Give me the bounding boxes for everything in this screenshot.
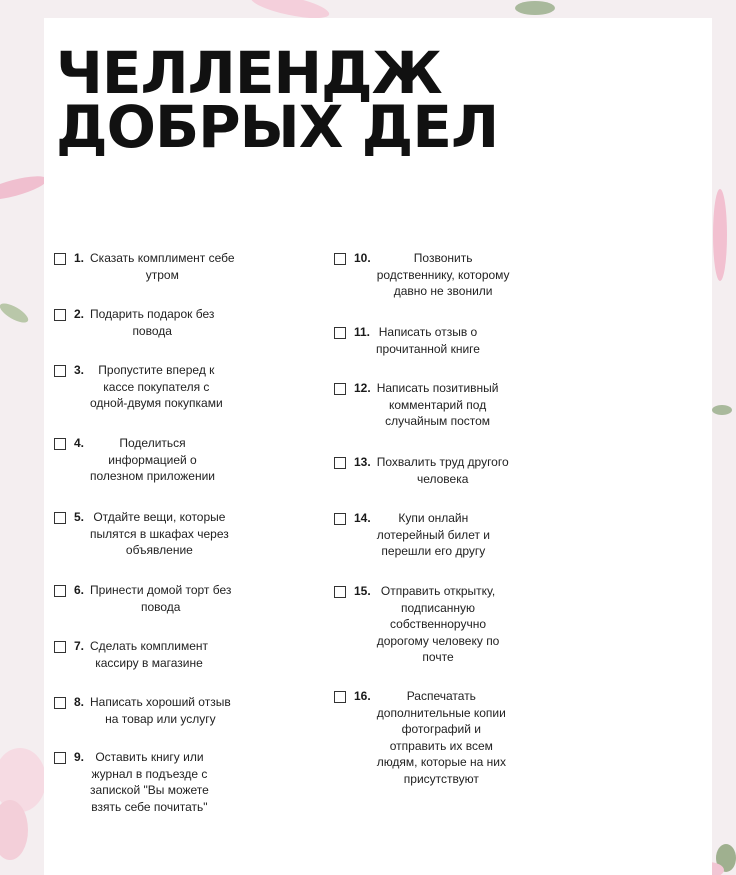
item-number: 15. [354, 584, 371, 598]
checkbox[interactable] [54, 253, 66, 265]
checkbox[interactable] [334, 327, 346, 339]
item-number: 2. [74, 307, 85, 321]
checklist-item-5[interactable] [54, 509, 229, 559]
checkbox[interactable] [334, 253, 346, 265]
checklist-item-8[interactable] [54, 694, 231, 727]
leaf-shape [515, 1, 555, 15]
checkbox[interactable] [334, 586, 346, 598]
item-text: Отдайте вещи, которые пылятся в шкафах через объявление [90, 510, 229, 557]
item-number: 12. [354, 381, 371, 395]
checkbox[interactable] [54, 585, 66, 597]
checklist-item-9[interactable] [54, 749, 209, 815]
item-text: Подарить подарок без повода [90, 307, 215, 338]
checkbox[interactable] [54, 641, 66, 653]
checklist-item-15[interactable] [334, 583, 499, 666]
item-text: Сделать комплимент кассиру в магазине [90, 639, 209, 670]
page-title [56, 39, 499, 161]
item-text: Оставить книгу или журнал в подъезде с запиской "Вы можете взять себе почитать" [90, 750, 209, 814]
checklist-item-11[interactable] [334, 324, 480, 357]
checklist-item-7[interactable] [54, 638, 208, 671]
item-number: 8. [74, 695, 85, 709]
checklist-item-14[interactable] [334, 510, 490, 560]
item-number: 13. [354, 455, 371, 469]
petal-shape [0, 800, 28, 860]
item-number: 1. [74, 251, 85, 265]
item-text: Сказать комплимент себе утром [90, 251, 235, 282]
checklist-item-4[interactable] [54, 435, 215, 485]
item-number: 7. [74, 639, 85, 653]
petal-shape [713, 189, 727, 281]
checklist-item-3[interactable] [54, 362, 223, 412]
checkbox[interactable] [334, 383, 346, 395]
item-number: 14. [354, 511, 371, 525]
item-text: Принести домой торт без повода [90, 583, 232, 614]
checklist-item-10[interactable] [334, 250, 510, 300]
checkbox[interactable] [54, 752, 66, 764]
item-number: 5. [74, 510, 85, 524]
item-number: 4. [74, 436, 85, 450]
title-line-1: ЧЕЛЛЕНДЖ [56, 39, 442, 107]
leaf-shape [0, 300, 31, 326]
item-text: Написать позитивный комментарий под случайным постом [376, 381, 499, 428]
checklist-item-1[interactable] [54, 250, 235, 283]
item-text: Позвонить родственнику, которому давно не звонили [376, 251, 510, 298]
checklist-item-6[interactable] [54, 582, 231, 615]
petal-shape [0, 748, 46, 812]
checkbox[interactable] [54, 309, 66, 321]
item-text: Купи онлайн лотерейный билет и перешли его другу [376, 511, 490, 558]
checkbox[interactable] [334, 691, 346, 703]
leaf-shape [716, 844, 736, 872]
item-text: Написать отзыв о прочитанной книге [376, 325, 480, 356]
item-text: Распечатать дополнительные копии фотографий и отправить их всем людям, которые на них присутствуют [376, 689, 506, 786]
item-text: Похвалить труд другого человека [376, 455, 509, 486]
petal-shape [0, 171, 49, 204]
item-number: 16. [354, 689, 371, 703]
item-number: 3. [74, 363, 85, 377]
checkbox[interactable] [334, 513, 346, 525]
checkbox[interactable] [54, 365, 66, 377]
checklist-item-13[interactable] [334, 454, 509, 487]
item-number: 11. [354, 325, 371, 339]
checklist-item-16[interactable] [334, 688, 506, 787]
title-line-2: ДОБРЫХ ДЕЛ [56, 93, 499, 161]
checkbox[interactable] [54, 438, 66, 450]
checklist-item-2[interactable] [54, 306, 214, 339]
checkbox[interactable] [334, 457, 346, 469]
item-number: 9. [74, 750, 85, 764]
checklist-item-12[interactable] [334, 380, 499, 430]
leaf-shape [712, 405, 732, 415]
item-text: Написать хороший отзыв на товар или услугу [90, 695, 231, 726]
item-text: Поделиться информацией о полезном приложении [90, 436, 216, 483]
checkbox[interactable] [54, 697, 66, 709]
checkbox[interactable] [54, 512, 66, 524]
item-text: Отправить открытку, подписанную собственноручно дорогому человеку по почте [376, 584, 500, 664]
item-number: 6. [74, 583, 85, 597]
item-number: 10. [354, 251, 371, 265]
item-text: Пропустите вперед к кассе покупателя с одной-двумя покупками [90, 363, 223, 410]
